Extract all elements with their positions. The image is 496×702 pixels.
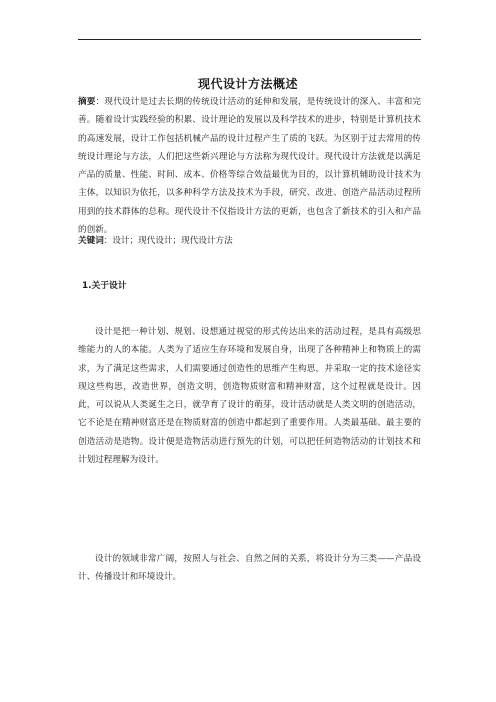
- abstract-text: ：现代设计是过去长期的传统设计活动的延伸和发展，是传统设计的深入、丰富和完善。随着设计实践经验的积累、设计理论的发展以及科学技术的进步，特别是计算机技术的高速发展，设计工作包括机械产品的设计过程产生了质的飞跃。为区别于过去常用的传统设计理论与方法，人们把这些新兴理论与方法称为现代设计。现代设计方法就是以满足产品的质量、性能、时间、成本、价格等综合效益最优为目的，以计算机辅助设计技术为主体，以知识为依托，以多种科学方法及技术为手段，研究、改进、创造产品活动过程所用到的技术群体的总称。现代设计不仅指设计方法的更新，也包含了新技术的引入和产品的创新。: [78, 97, 421, 236]
- keywords-paragraph: [78, 232, 421, 250]
- abstract-label: 摘要: [78, 97, 96, 107]
- keywords-label: 关键词: [78, 236, 104, 246]
- header-rule: [78, 39, 421, 40]
- abstract-paragraph: [78, 93, 421, 239]
- section-heading: 1.关于设计: [82, 281, 127, 291]
- keywords-text: ：设计；现代设计；现代设计方法: [103, 236, 233, 246]
- body-paragraph: 设计的领域非常广阔，按照人与社会、自然之间的关系，将设计分为三类——产品设计、传播设计和环境设计。: [78, 554, 421, 583]
- page-title: 现代设计方法概述: [197, 77, 298, 91]
- body-paragraph: 设计是把一种计划、规划、设想通过视觉的形式传达出来的活动过程，是具有高级思维能力的人的本能。人类为了适应生存环境和发展自身，出现了各种精神上和物质上的需求，为了满足这些需求，人们需要通过创造性的思维产生构思，并采取一定的技术途径实现这些构思，改造世界，创造文明，创造物质财富和精神财富，这个过程就是设计。因此，可以说从人类诞生之日，就孕育了设计的萌芽，设计活动就是人类文明的创造活动，它不论是在精神财富还是在物质财富的创造中都起到了重要作用。人类最基础、最主要的创造活动是造物。设计便是造物活动进行预先的计划，可以把任何造物活动的计划技术和计划过程理解为设计。: [78, 327, 421, 466]
